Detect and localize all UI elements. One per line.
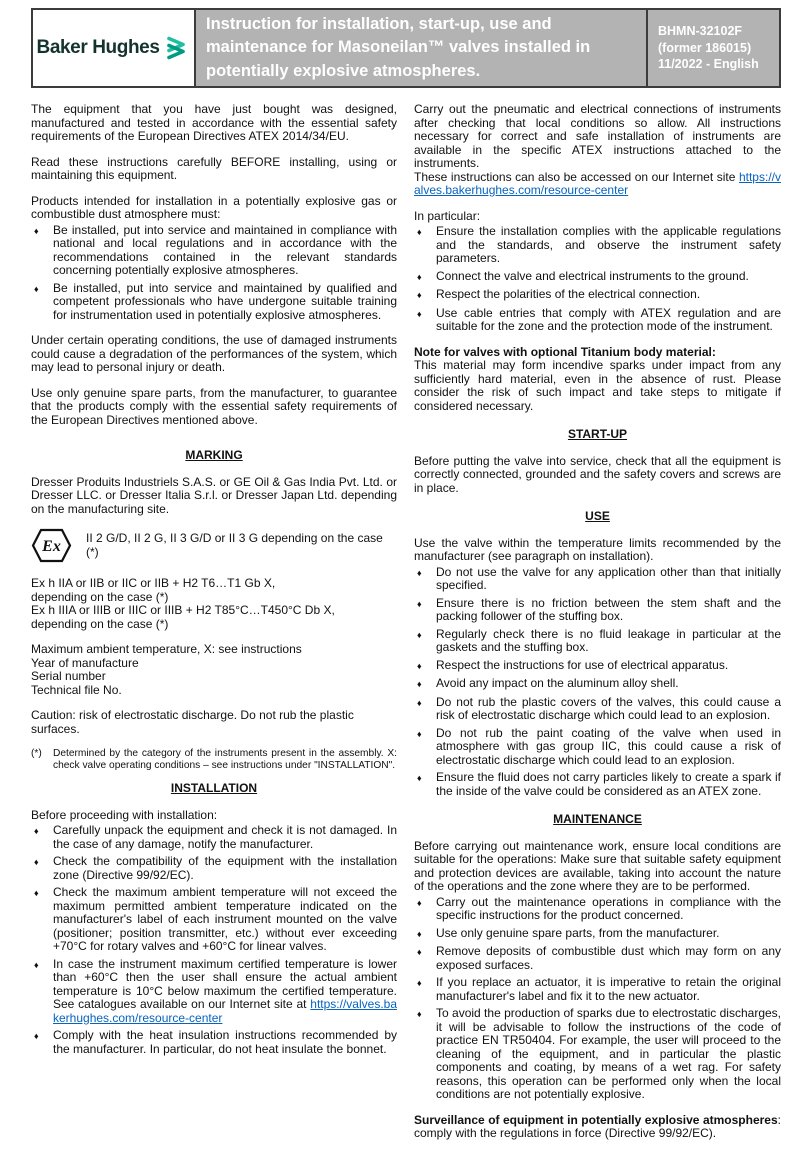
document-header xyxy=(31,8,781,88)
text-line: Maximum ambient temperature, X: see instructions xyxy=(31,642,302,656)
footnote-text: Determined by the category of the instruments present in the assembly. X: check valve operating conditions – see instructions under "INSTALLATION". xyxy=(53,748,397,771)
bullet-item xyxy=(414,771,781,798)
bullet-text: Regularly check there is no fluid leakage in particular at the gaskets and the stuffing box. xyxy=(436,626,781,654)
bullet-item xyxy=(31,886,397,954)
text-line: Serial number xyxy=(31,669,106,683)
doc-number-cell xyxy=(648,10,779,86)
bullet-item xyxy=(414,976,781,1003)
bullet-diamond-icon: ♦ xyxy=(417,773,422,783)
logo-cell xyxy=(33,10,196,86)
text-run: These instructions can also be accessed on our Internet site xyxy=(414,169,739,184)
svg-text:Ex: Ex xyxy=(42,538,61,555)
text-line: Ex h IIA or IIB or IIC or IIB + H2 T6…T1 Gb X, xyxy=(31,576,276,590)
bullet-diamond-icon: ♦ xyxy=(34,826,39,836)
baker-hughes-chevron-icon xyxy=(164,35,190,66)
atex-ex-icon xyxy=(31,528,72,563)
text-run: : comply with the regulations in force (Directive 99/92/EC). xyxy=(414,1112,781,1140)
bullet-diamond-icon: ♦ xyxy=(34,225,39,236)
resource-center-link[interactable]: https://valves.bakerhughes.com/resource-center xyxy=(53,997,397,1025)
bullet-item xyxy=(414,896,781,923)
bullet-item xyxy=(31,855,397,882)
bullet-text: Ensure there is no friction between the stem shaft and the packing follower of the stuffing box. xyxy=(436,595,781,623)
bullet-text: Carefully unpack the equipment and check it is not damaged. In the case of any damage, notify the manufacturer. xyxy=(53,823,397,851)
paragraph: Before proceeding with installation: xyxy=(31,807,218,822)
bullet-text: Carry out the maintenance operations in compliance with the specific instructions for the product concerned. xyxy=(436,894,781,922)
document-title: Instruction for installation, start-up, use and maintenance for Masoneilan™ valves installed in potentially explosive atmospheres. xyxy=(206,15,591,80)
text-line: depending on the case (*) xyxy=(31,616,169,631)
bullet-diamond-icon: ♦ xyxy=(417,227,422,237)
bullet-text: Be installed, put into service and maintained by qualified and competent professionals who have undergone suitable training for instrumentation used in potentially explosive atmospheres. xyxy=(53,280,397,322)
atex-marking-row xyxy=(31,528,397,563)
bullet-item xyxy=(414,1007,781,1102)
bullet-diamond-icon: ♦ xyxy=(417,598,422,609)
bullet-item xyxy=(414,288,781,303)
paragraph xyxy=(414,171,781,198)
bullet-diamond-icon: ♦ xyxy=(417,947,422,957)
section-heading: USE xyxy=(585,509,610,523)
paragraph xyxy=(414,1114,781,1141)
section-heading: START-UP xyxy=(567,427,628,441)
bullet-text: Comply with the heat insulation instructions recommended by the manufacturer. In particular, do not heat insulate the bonnet. xyxy=(53,1028,397,1056)
bullet-text: Do not rub the paint coating of the valve when used in atmosphere with gas group IIC, this could cause a risk of electrostatic discharge which could lead to an explosion. xyxy=(436,725,781,767)
bullet-text: If you replace an actuator, it is imperative to retain the original manufacturer's label and fix it to the new actuator. xyxy=(436,975,781,1003)
bullet-diamond-icon: ♦ xyxy=(417,271,422,282)
line-group xyxy=(31,643,397,697)
doc-number-former: (former 186015) xyxy=(658,40,752,55)
bullet-text: Remove deposits of combustible dust which may form on any exposed surfaces. xyxy=(436,944,781,972)
bullet-diamond-icon: ♦ xyxy=(417,978,422,988)
bullet-text: Check the maximum ambient temperature will not exceed the maximum permitted ambient temperature indicated on the manufacturer's label of each instrument mounted on the valve (positioner; position transmitter, etc.) without ever exceeding +70°C for rotary valves and +60°C for linear valves. xyxy=(53,885,397,953)
bullet-diamond-icon: ♦ xyxy=(417,928,422,939)
paragraph: Caution: risk of electrostatic discharge. Do not rub the plastic surfaces. xyxy=(31,708,354,736)
section-heading: INSTALLATION xyxy=(170,781,258,795)
bullet-text: Ensure the fluid does not carry particles likely to create a spark if the inside of the valve could be considered as an ATEX zone. xyxy=(436,770,781,798)
bullet-item xyxy=(31,1029,397,1056)
bullet-item xyxy=(414,307,781,334)
bullet-item xyxy=(414,727,781,768)
paragraph: Dresser Produits Industriels S.A.S. or GE Oil & Gas India Pvt. Ltd. or Dresser LLC. or Dresser Italia S.r.l. or Dresser Japan Ltd. depending on the manufacturing site. xyxy=(31,474,397,516)
footnote xyxy=(31,748,397,772)
bullet-item xyxy=(414,659,781,674)
bullet-item xyxy=(414,927,781,942)
paragraph: This material may form incendive sparks under impact from any sufficiently hard material, even in the absence of rust. Please consider the risk of such impact and take steps to mitigate if considered necessary. xyxy=(414,358,781,413)
doc-date-language: 11/2022 - English xyxy=(658,57,759,72)
text-line: Year of manufacture xyxy=(31,655,139,670)
bullet-diamond-icon: ♦ xyxy=(417,290,422,300)
text-line: Ex h IIIA or IIIB or IIIC or IIIB + H2 T85°C…T450°C Db X, xyxy=(31,603,335,617)
text-line: Technical file No. xyxy=(31,682,122,697)
bullet-diamond-icon: ♦ xyxy=(417,1009,422,1019)
bullet-text: Avoid any impact on the aluminum alloy shell. xyxy=(436,676,679,690)
line-group xyxy=(31,577,397,631)
bullet-item xyxy=(414,696,781,723)
bullet-diamond-icon: ♦ xyxy=(34,888,39,898)
text-run: In case the instrument maximum certified temperature is lower than +60°C then the user shall ensure the actual ambient temperature is 10°C below maximum the certified temperature. See catalogues available on our Internet site at xyxy=(53,956,397,1011)
bullet-text: Respect the instructions for use of electrical apparatus. xyxy=(436,657,729,672)
bullet-item xyxy=(414,566,781,593)
paragraph: Carry out the pneumatic and electrical connections of instruments after checking that local conditions so allow. All instructions necessary for correct and safe installation of instruments are available in the specific ATEX instructions attached to the instruments. xyxy=(414,102,781,170)
bullet-item xyxy=(31,824,397,851)
paragraph: In particular: xyxy=(414,208,481,223)
bullet-text: Respect the polarities of the electrical connection. xyxy=(436,287,701,301)
bullet-diamond-icon: ♦ xyxy=(34,857,39,867)
paragraph: The equipment that you have just bought was designed, manufactured and tested in accordance with the essential safety requirements of the European Directives ATEX 2014/34/EU. xyxy=(31,102,397,143)
bullet-item xyxy=(31,224,397,278)
bullet-item xyxy=(31,282,397,323)
doc-number: BHMN-32102F xyxy=(658,23,743,38)
bullet-item xyxy=(414,677,781,692)
left-column xyxy=(31,103,397,1153)
bullet-text: Check the compatibility of the equipment with the installation zone (Directive 99/92/EC). xyxy=(53,854,397,882)
bullet-list xyxy=(31,224,397,323)
bullet-item xyxy=(31,958,397,1026)
paragraph: Read these instructions carefully BEFORE installing, using or maintaining this equipment. xyxy=(31,154,397,182)
bullet-list xyxy=(414,225,781,334)
paragraph: Before putting the valve into service, check that all the equipment is correctly connected, grounded and the safety covers and screws are in place. xyxy=(414,453,781,495)
bullet-item xyxy=(414,225,781,266)
bullet-item xyxy=(414,270,781,285)
bullet-list xyxy=(31,824,397,1056)
text-line: depending on the case (*) xyxy=(31,589,169,604)
bullet-diamond-icon: ♦ xyxy=(417,629,422,640)
right-column xyxy=(414,103,781,1153)
bullet-diamond-icon: ♦ xyxy=(34,1031,39,1041)
bullet-text: Connect the valve and electrical instruments to the ground. xyxy=(436,268,749,283)
bullet-text: To avoid the production of sparks due to electrostatic discharges, it will be advisable to follow the instructions of the code of practice EN TR50404. For example, the user will proceed to the cleaning of the equipment, and in particular the plastic components and coating, by means of a wet rag. For safety reasons, this operation can be performed only when the local conditions are not potentially explosive. xyxy=(436,1006,781,1101)
bullet-text: Ensure the installation complies with the applicable regulations and the standards, and observe the instrument safety parameters. xyxy=(436,224,781,265)
bullet-diamond-icon: ♦ xyxy=(34,283,39,294)
atex-marking-text: II 2 G/D, II 2 G, II 3 G/D or II 3 G depending on the case (*) xyxy=(86,531,383,559)
bullet-diamond-icon: ♦ xyxy=(417,567,422,578)
bullet-diamond-icon: ♦ xyxy=(417,308,422,319)
bullet-text xyxy=(53,958,397,1026)
paragraph: Use the valve within the temperature limits recommended by the manufacturer (see paragraph on installation). xyxy=(414,535,781,563)
paragraph: Before carrying out maintenance work, ensure local conditions are suitable for the operations: Make sure that suitable safety equipment and protection devices are available, taking into account the nature of the operations and the zone where they are to be performed. xyxy=(414,838,781,893)
bullet-item xyxy=(414,628,781,655)
baker-hughes-logo xyxy=(37,33,191,64)
title-cell xyxy=(196,10,648,86)
bullet-diamond-icon: ♦ xyxy=(417,728,422,739)
bullet-diamond-icon: ♦ xyxy=(417,679,422,689)
bullet-item xyxy=(414,597,781,624)
bullet-text: Use only genuine spare parts, from the manufacturer. xyxy=(436,925,720,940)
resource-center-link[interactable]: https://valves.bakerhughes.com/resource-center xyxy=(414,169,781,197)
bullet-diamond-icon: ♦ xyxy=(417,660,422,671)
section-heading: MAINTENANCE xyxy=(553,812,642,826)
bullet-text: Use cable entries that comply with ATEX regulation and are suitable for the zone and the protection mode of the instrument. xyxy=(436,305,781,333)
text-run: Surveillance of equipment in potentially explosive atmospheres xyxy=(414,1112,778,1127)
document-body xyxy=(0,103,808,1153)
bullet-diamond-icon: ♦ xyxy=(417,697,422,708)
bullet-list xyxy=(414,566,781,799)
bullet-text: Be installed, put into service and maintained in compliance with national and local regulations and in accordance with the recommendations contained in the relevant standards concerning potentially explosive atmospheres. xyxy=(53,222,397,277)
paragraph: Under certain operating conditions, the use of damaged instruments could cause a degradation of the performances of the system, which may lead to personal injury or death. xyxy=(31,333,397,374)
section-heading: MARKING xyxy=(185,448,243,462)
paragraph: Use only genuine spare parts, from the manufacturer, to guarantee that the products comply with the essential safety requirements of the European Directives mentioned above. xyxy=(31,385,397,427)
bullet-diamond-icon: ♦ xyxy=(417,897,422,908)
bullet-item xyxy=(414,945,781,972)
footnote-marker: (*) xyxy=(31,748,42,759)
bullet-list xyxy=(414,896,781,1102)
paragraph: Note for valves with optional Titanium body material: xyxy=(414,344,716,359)
bullet-diamond-icon: ♦ xyxy=(34,959,39,970)
bullet-text: Do not use the valve for any application other than that initially specified. xyxy=(436,564,781,592)
bullet-text: Do not rub the plastic covers of the valves, this could cause a risk of electrostatic discharge which could lead to an explosion. xyxy=(436,694,781,722)
baker-hughes-wordmark: Baker Hughes xyxy=(36,37,160,58)
paragraph: Products intended for installation in a potentially explosive gas or combustible dust atmosphere must: xyxy=(31,193,397,221)
